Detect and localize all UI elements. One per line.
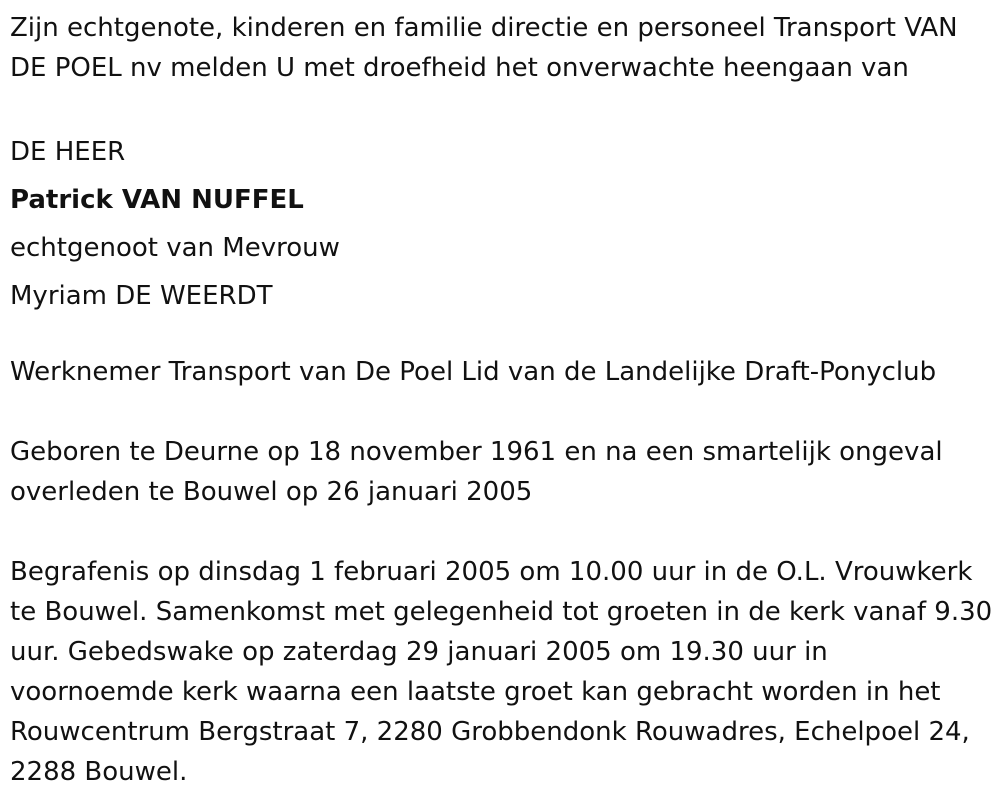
birth-death-paragraph: Geboren te Deurne op 18 november 1961 en na een smartelijk ongeval overleden te Bouwel op 26 januari 2005 (10, 437, 943, 507)
funeral-paragraph: Begrafenis op dinsdag 1 februari 2005 om 10.00 uur in de O.L. Vrouwkerk te Bouwel. Samenkomst met gelegenheid tot groeten in de kerk vanaf 9.30 uur. Gebedswake op zaterdag 29 januari 2005 om 19.30 uur in voornoemde kerk waarna een laatste groet kan gebracht worden in het Rouwcentrum Bergstraat 7, 2280 Grobbendonk Rouwadres, Echelpoel 24, 2288 Bouwel. (10, 557, 993, 787)
intro-paragraph: Zijn echtgenote, kinderen en familie directie en personeel Transport VAN DE POEL nv melden U met droefheid het onverwachte heengaan van (10, 13, 958, 83)
spacer (10, 320, 995, 352)
deceased-block (10, 128, 995, 320)
deceased-name: Patrick VAN NUFFEL (10, 185, 304, 215)
spacer (10, 88, 995, 128)
spacer (10, 392, 995, 432)
death-notice (10, 8, 995, 792)
affiliation-paragraph: Werknemer Transport van De Poel Lid van de Landelijke Draft-Ponyclub (10, 357, 937, 387)
spacer (10, 512, 995, 552)
spouse-line: echtgenoot van Mevrouw (10, 233, 340, 263)
salutation: DE HEER (10, 137, 126, 167)
spouse-name: Myriam DE WEERDT (10, 281, 273, 311)
